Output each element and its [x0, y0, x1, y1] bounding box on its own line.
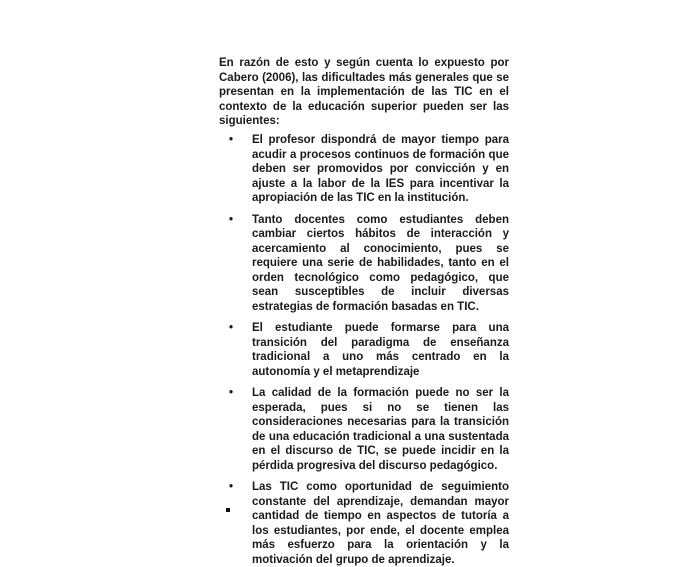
- list-item: [219, 133, 509, 206]
- difficulties-list: [219, 133, 509, 566]
- list-item: [219, 480, 509, 567]
- list-item-text: El profesor dispondrá de mayor tiempo para acudir a procesos continuos de formación que deben ser promovidos por convicción y en ajuste a la labor de la IES para incentivar la apropiación de las TIC en la institución.: [252, 134, 509, 204]
- bullet-icon: •: [229, 134, 234, 146]
- bullet-icon: •: [229, 481, 234, 493]
- list-item-text: El estudiante puede formarse para una transición del paradigma de enseñanza tradicional a uno más centrado en la autonomía y el metaprendizaje: [252, 322, 509, 378]
- list-item: [219, 386, 509, 473]
- list-item-text: Las TIC como oportunidad de seguimiento constante del aprendizaje, demandan mayor cantidad de tiempo en aspectos de tutoría a los estudiantes, por ende, el docente emplea más esfuerzo para la orientación y la motivación del grupo de aprendizaje.: [252, 481, 509, 566]
- bullet-icon: •: [229, 387, 234, 399]
- bullet-icon: •: [229, 322, 234, 334]
- bullet-icon: •: [229, 213, 234, 226]
- list-item-text: Tanto docentes como estudiantes deben cambiar ciertos hábitos de interacción y acercamiento al conocimiento, pues se requiere una serie de habilidades, tanto en el orden tecnológico como pedagógico, que sean susceptibles de incluir diversas estrategias de formación basadas en TIC.: [252, 213, 509, 313]
- intro-paragraph: En razón de esto y según cuenta lo expuesto por Cabero (2006), las dificultades más generales que se presentan en la implementación de las TIC en el contexto de la educación superior pueden ser las siguientes:: [219, 57, 509, 127]
- list-item: [219, 213, 509, 315]
- list-item-text: La calidad de la formación puede no ser la esperada, pues si no se tienen las consideraciones necesarias para la transición de una educación tradicional a una sustentada en el discurso de TIC, se puede incidir en la pérdida progresiva del discurso pedagógico.: [252, 387, 509, 472]
- list-item: [219, 321, 509, 379]
- square-marker-icon: [226, 508, 230, 512]
